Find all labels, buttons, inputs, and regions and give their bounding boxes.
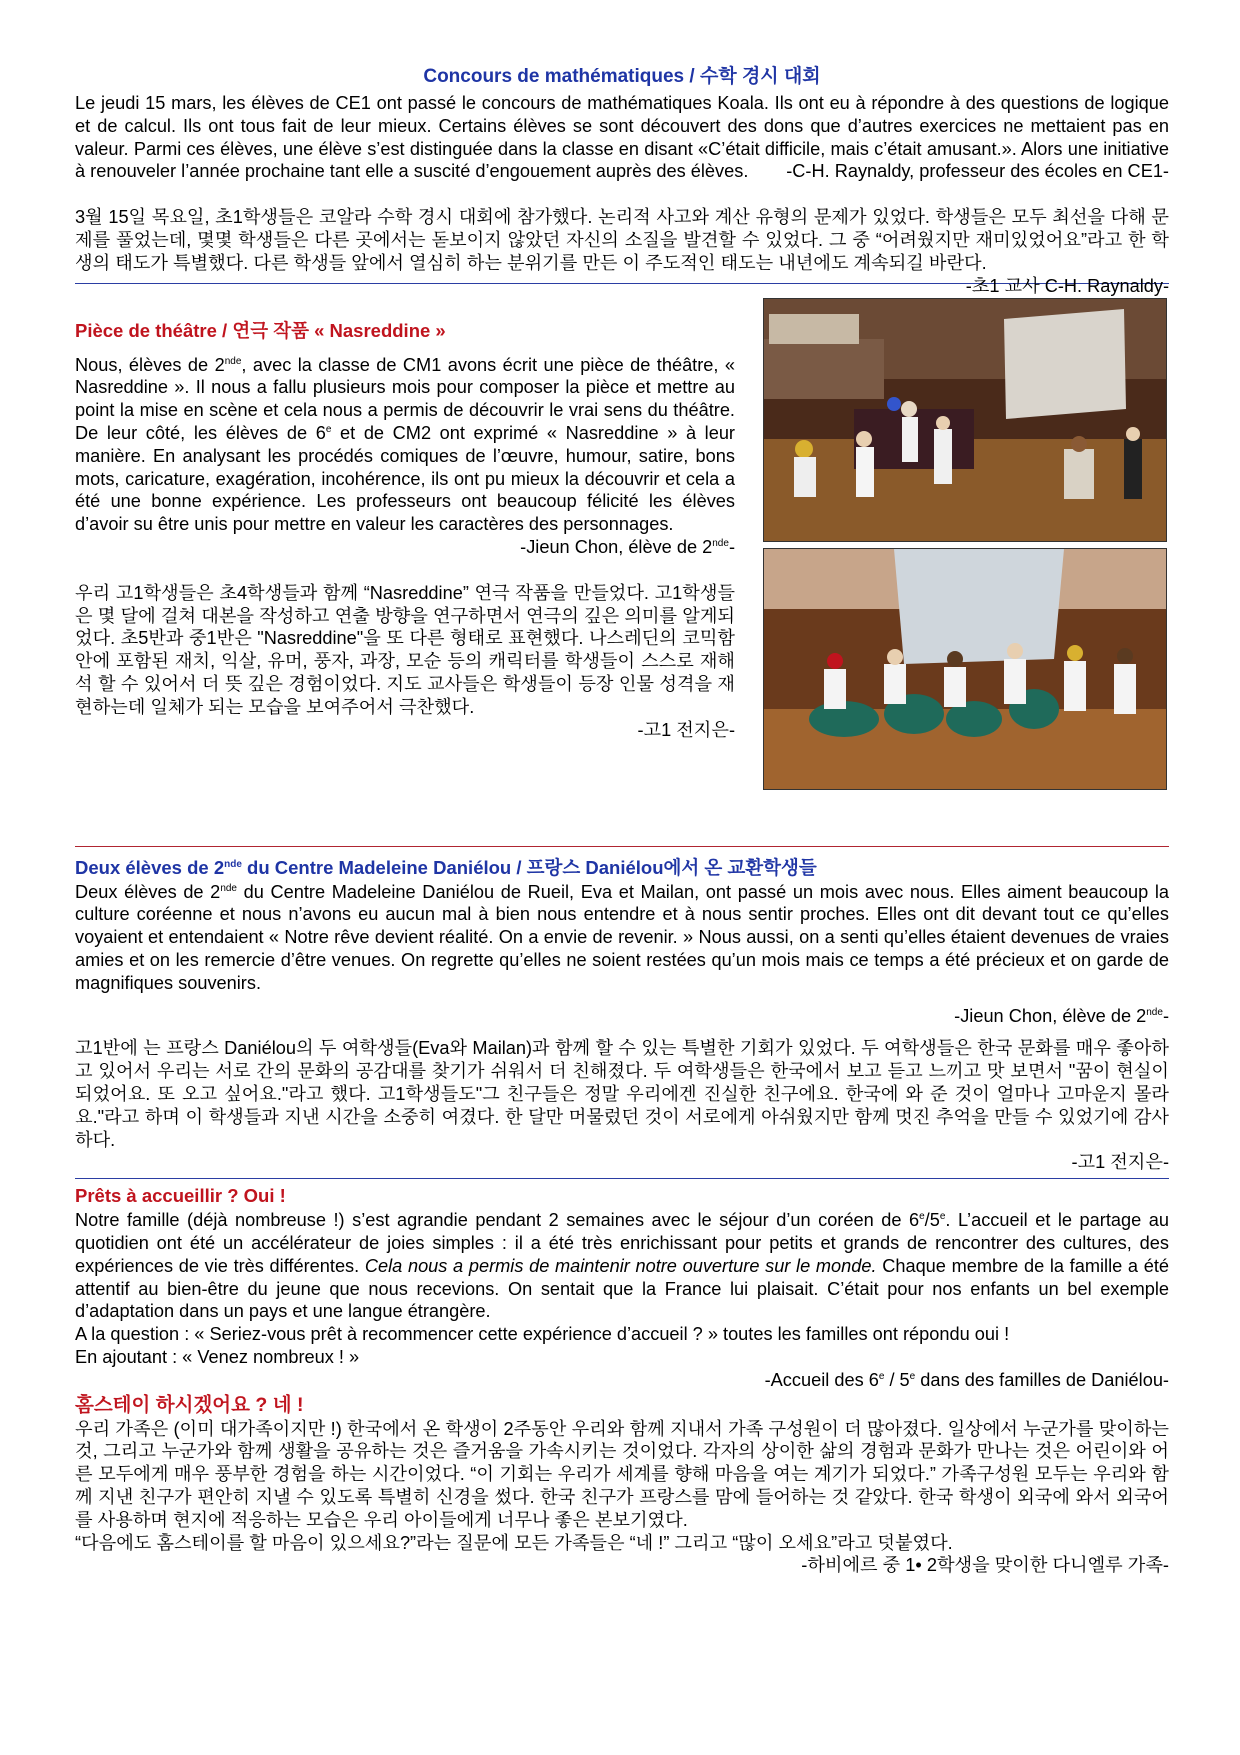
theatre-text-column <box>75 298 735 742</box>
exchange-body-ko: 고1반에 는 프랑스 Daniélou의 두 여학생들(Eva와 Mailan)과 함께 할 수 있는 특별한 기회가 있었다. 두 여학생들은 한국 문화를 매우 좋아하고 있어서 우리는 서로 간의 문화의 공감대를 찾기가 쉬워서 더 친해졌다. 두 여학생들은 한국에서 보고 듣고 느끼고 맛 보면서 "꿈이 현실이 되었어요. 또 오고 싶어요."라고 했다. 고1학생들도"그 친구들은 정말 우리에겐 진실한 친구에요. 한국에 와 준 것이 얼마나 고마운지 몰라요."라고 하며 이 학생들과 지낸 시간을 소중히 여겼다. 한 달만 머물렀던 것이 서로에게 아쉬웠지만 함께 멋진 추억을 만들 수 있었기에 감사하다. <box>75 1038 1169 1150</box>
theatre-body-ko: 우리 고1학생들은 초4학생들과 함께 “Nasreddine” 연극 작품을 만들었다. 고1학생들은 몇 달에 걸쳐 대본을 작성하고 연출 방향을 연구하면서 연극의 깊은 의미를 알게되었다. 초5반과 중1반은 "Nasreddine"을 또 다른 형태로 표현했다. 나스레딘의 코믹함 안에 포함된 재치, 익살, 유머, 풍자, 과장, 모순 등의 캐릭터를 학생들이 스스로 재해석 할 수 있어서 더 뜻 깊은 경험이었다. 지도 교사들은 학생들이 등장 인물 성격을 재현하는데 일체가 되는 모습을 보여주어서 극찬했다. <box>75 582 735 717</box>
dance-photo <box>763 548 1167 790</box>
theatre-body-fr: Nous, élèves de 2nde, avec la classe de CM1 avons écrit une pièce de théâtre, « Nasreddine ». Il nous a fallu plusieurs mois pour composer la pièce et mettre au point la mise en scène et cela nous a permis de découvrir le vrai sens du théâtre. De leur côté, les élèves de 6e et de CM2 ont exprimé « Nasreddine » à leur manière. En analysant les procédés comiques de l’œuvre, humour, satire, bons mots, caricature, exagération, incohérence, ils ont pu mieux la découvrir et cela a été une bonne expérience. Les professeurs ont beaucoup félicité les élèves d’avoir su être unis pour mettre en valeur les caractères des personnages. <box>75 354 735 535</box>
homestay-signature-ko: -하비에르 중 1• 2학생을 맞이한 다니엘루 가족- <box>801 1555 1169 1576</box>
exchange-title: Deux élèves de 2nde du Centre Madeleine Daniélou / 프랑스 Daniélou에서 온 교환학생들 <box>75 856 817 878</box>
theatre-signature-ko: -고1 전지은- <box>637 719 735 740</box>
homestay-adding: En ajoutant : « Venez nombreux ! » <box>75 1346 360 1367</box>
math-title: Concours de mathématiques / 수학 경시 대회 <box>423 66 821 87</box>
homestay-title-ko: 홈스테이 하시겠어요 ? 네 ! <box>75 1393 304 1416</box>
homestay-body-fr: Notre famille (déjà nombreuse !) s’est agrandie pendant 2 semaines avec le séjour d’un coréen de 6e/5e. L’accueil et le partage au quotidien ont été un accélérateur de joies simples : il a été très enrichissant pour petits et grands de rencontrer des cultures, des expériences de vie très différentes. Cela nous a permis de maintenir notre ouverture sur le monde. Chaque membre de la famille a été attentif au bien-être du jeune que nous recevions. On sentait que la France lui plaisait. C’était pour nos enfants un bel exemple d’adaptation dans un pays et une langue étrangère. <box>75 1210 1169 1322</box>
exchange-signature-ko: -고1 전지은- <box>1071 1152 1169 1173</box>
theatre-title: Pièce de théâtre / 연극 작품 « Nasreddine » <box>75 319 446 341</box>
homestay-body-ko: 우리 가족은 (이미 대가족이지만 !) 한국에서 온 학생이 2주동안 우리와 함께 지내서 가족 구성원이 더 많아졌다. 일상에서 누군가를 맞이하는 것, 그리고 누군가와 함께 생활을 공유하는 것은 즐거움을 가속시키는 것이었다. 각자의 상이한 삶의 경험과 문화가 만나는 것은 어린이와 어른 모두에게 매우 풍부한 경험을 하는 시간이었다. “이 기회는 우리가 세계를 향해 마음을 여는 계기가 되었다.” 가족구성원 모두는 우리와 함께 지낸 친구가 편안히 지낼 수 있도록 특별히 신경을 썼다. 한국 친구가 프랑스를 맘에 들어하는 것 같았다. 한국 학생이 외국에 와서 외국어를 사용하며 현지에 적응하는 모습은 우리 아이들에게 너무나 좋은 본보기였다. <box>75 1418 1169 1530</box>
newsletter-page <box>75 62 1169 1577</box>
homestay-title-fr: Prêts à accueillir ? Oui ! <box>75 1185 286 1207</box>
homestay-question: A la question : « Seriez-vous prêt à recommencer cette expérience d’accueil ? » toutes les familles ont répondu oui ! <box>75 1324 1010 1345</box>
math-body-ko: 3월 15일 목요일, 초1학생들은 코알라 수학 경시 대회에 참가했다. 논리적 사고와 계산 유형의 문제가 있었다. 학생들은 모두 최선을 다해 문제를 풀었는데, 몇몇 학생들은 다른 곳에서는 돋보이지 않았던 자신의 소질을 발견할 수 있었다. 그 중 “어려웠지만 재미있었어요”라고 한 학생의 태도가 특별했다. 다른 학생들 앞에서 열심히 하는 분위기를 만든 이 주도적인 태도는 내년에도 계속되길 바란다. -초1 교사 C-H. Raynaldy- <box>75 207 1169 296</box>
homestay-signature-fr: -Accueil des 6e / 5e dans des familles de Daniélou- <box>764 1369 1169 1390</box>
theatre-section <box>75 298 1169 846</box>
math-signature-ko: -초1 교사 C-H. Raynaldy- <box>965 275 1169 296</box>
stage-photo <box>763 298 1167 542</box>
math-signature-fr: -C-H. Raynaldy, professeur des écoles en CE1- <box>786 161 1169 182</box>
exchange-body-fr: Deux élèves de 2nde du Centre Madeleine Daniélou de Rueil, Eva et Mailan, ont passé un mois avec nous. Elles aiment beaucoup la culture coréenne et nous n’avons eu aucun mal à bien nous entendre et à nous sentir proches. Elles ont dit devant tout ce qu’elles voyaient et entendaient « Notre rêve devient réalité. On a envie de revenir. » Nous aussi, on a senti qu’elles étaient devenues de vraies amies et on les remercie d’être venues. On regrette qu’elles ne soient restées qu’un mois mais ce temps a été précieux et on garde de magnifiques souvenirs. <box>75 881 1169 993</box>
exchange-signature-fr: -Jieun Chon, élève de 2nde- <box>954 1005 1169 1026</box>
theatre-signature-fr: -Jieun Chon, élève de 2nde- <box>520 536 735 557</box>
homestay-body-ko-2: “다음에도 홈스테이를 할 마음이 있으세요?”라는 질문에 모든 가족들은 “네 !” 그리고 “많이 오세요”라고 덧붙였다. <box>75 1532 953 1553</box>
math-body-fr: Le jeudi 15 mars, les élèves de CE1 ont passé le concours de mathématiques Koala. Ils ont eu à répondre à des questions de logique et de calcul. Ils ont tous fait de leur mieux. Certains élèves se sont découvert des dons que d’autres exercices ne mettaient pas en valeur. Parmi ces élèves, une élève s’est distinguée dans la classe en disant «C’était difficile, mais c’était amusant.». Alors une initiative à renouveler l’année prochaine tant elle a suscité d’engouement auprès des élèves. -C-H. Raynaldy, professeur des écoles en CE1- <box>75 93 1169 182</box>
